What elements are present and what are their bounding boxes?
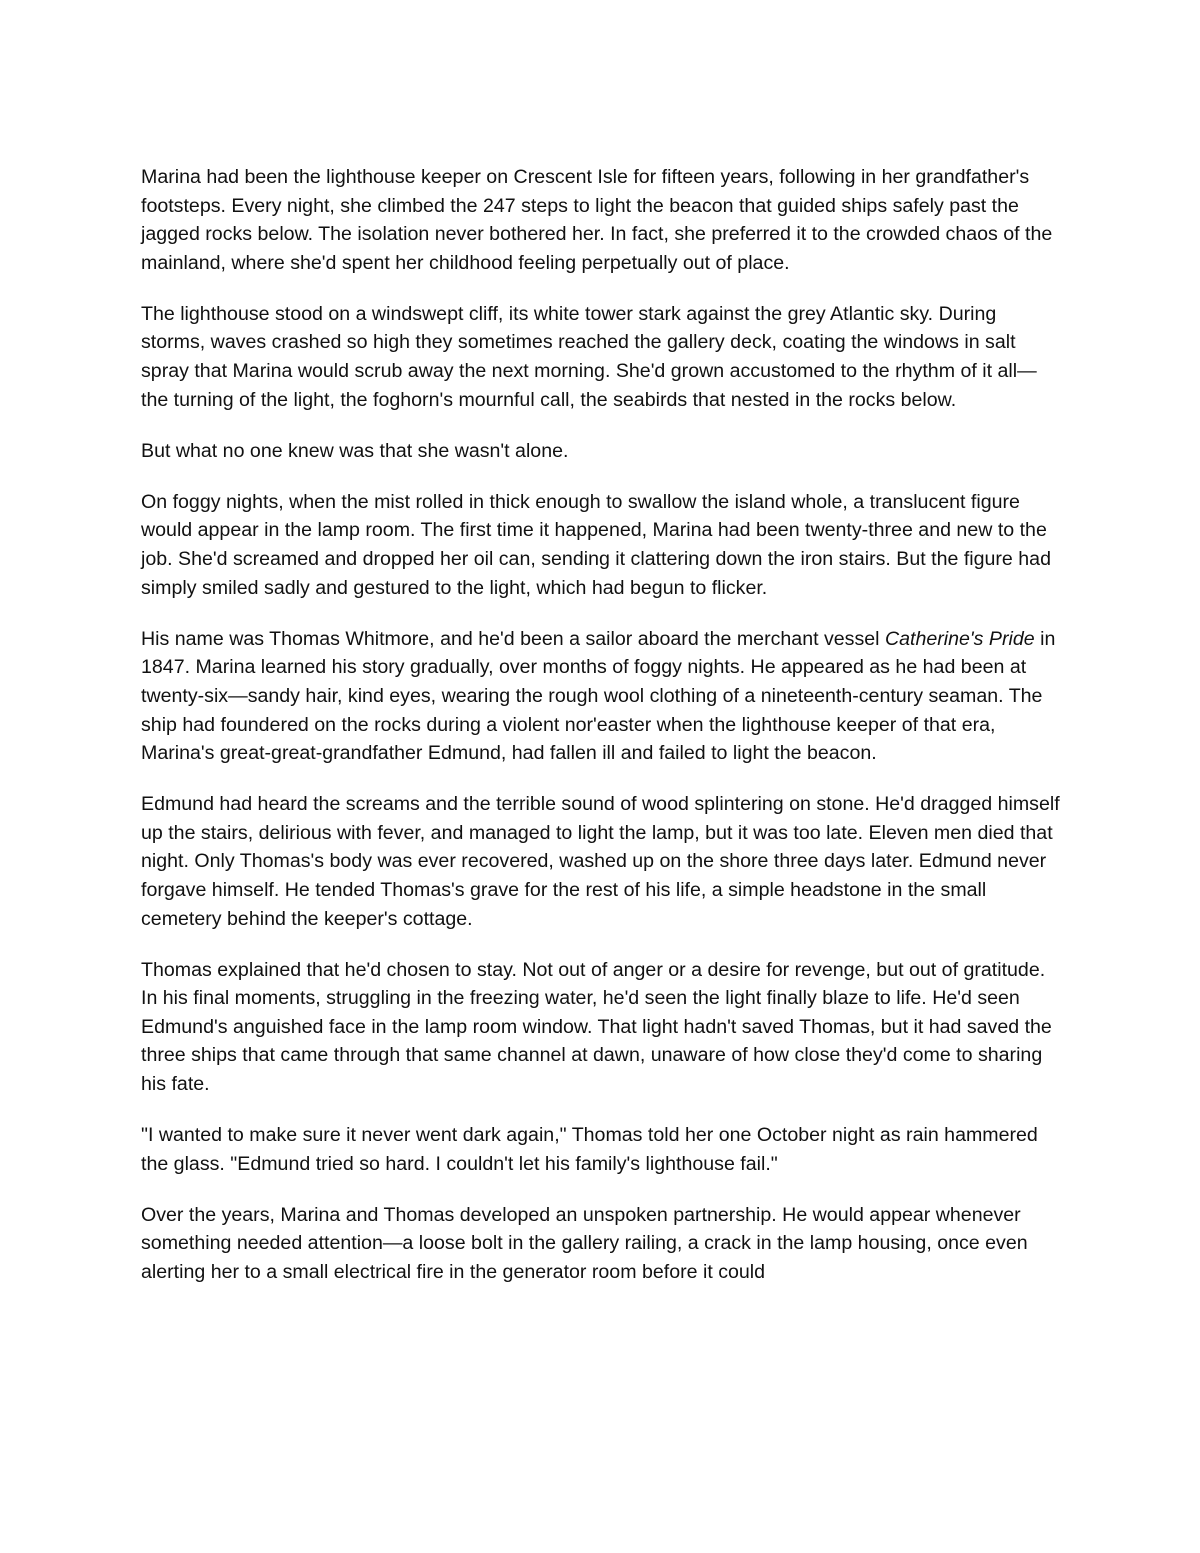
paragraph-5 — [141, 625, 1063, 768]
paragraph-6: Edmund had heard the screams and the terrible sound of wood splintering on stone. He'd dragged himself up the stairs, delirious with fever, and managed to light the lamp, but it was too late. Eleven men died that night. Only Thomas's body was ever recovered, washed up on the shore three days later. Edmund never forgave himself. He tended Thomas's grave for the rest of his life, a simple headstone in the small cemetery behind the keeper's cottage. — [141, 793, 1060, 930]
document-body — [141, 163, 1063, 1309]
paragraph-8: "I wanted to make sure it never went dark again," Thomas told her one October night as rain hammered the glass. "Edmund tried so hard. I couldn't let his family's lighthouse fail." — [141, 1124, 1038, 1175]
paragraph-5-text-before: His name was Thomas Whitmore, and he'd been a sailor aboard the merchant vessel — [141, 627, 885, 650]
ship-name: Catherine's Pride — [884, 627, 1035, 650]
paragraph-4: On foggy nights, when the mist rolled in thick enough to swallow the island whole, a translucent figure would appear in the lamp room. The first time it happened, Marina had been twenty-three and new to the job. She'd screamed and dropped her oil can, sending it clattering down the iron stairs. But the figure had simply smiled sadly and gestured to the light, which had begun to flicker. — [141, 490, 1051, 599]
paragraph-9: Over the years, Marina and Thomas developed an unspoken partnership. He would appear whenever something needed attention—a loose bolt in the gallery railing, a crack in the lamp housing, once even alerting her to a small electrical fire in the generator room before it could — [141, 1203, 1028, 1283]
paragraph-1: Marina had been the lighthouse keeper on Crescent Isle for fifteen years, following in her grandfather's footsteps. Every night, she climbed the 247 steps to light the beacon that guided ships safely past the jagged rocks below. The isolation never bothered her. In fact, she preferred it to the crowded chaos of the mainland, where she'd spent her childhood feeling perpetually out of place. — [141, 166, 1053, 274]
paragraph-5-text-after: in 1847. Marina learned his story gradually, over months of foggy nights. He appeared as he had been at twenty-six—sandy hair, kind eyes, wearing the rough wool clothing of a nineteenth-century seaman. The ship had foundered on the rocks during a violent nor'easter when the lighthouse keeper of that era, Marina's great-great-grandfather Edmund, had fallen ill and failed to light the beacon. — [141, 627, 1056, 765]
paragraph-2: The lighthouse stood on a windswept cliff, its white tower stark against the grey Atlantic sky. During storms, waves crashed so high they sometimes reached the gallery deck, coating the windows in salt spray that Marina would scrub away the next morning. She'd grown accustomed to the rhythm of it all—the turning of the light, the foghorn's mournful call, the seabirds that nested in the rocks below. — [141, 302, 1037, 411]
paragraph-7: Thomas explained that he'd chosen to stay. Not out of anger or a desire for revenge, but out of gratitude. In his final moments, struggling in the freezing water, he'd seen the light finally blaze to life. He'd seen Edmund's anguished face in the lamp room window. That light hadn't saved Thomas, but it had saved the three ships that came through that same channel at dawn, unaware of how close they'd come to sharing his fate. — [141, 958, 1052, 1096]
paragraph-3: But what no one knew was that she wasn't alone. — [141, 439, 569, 462]
